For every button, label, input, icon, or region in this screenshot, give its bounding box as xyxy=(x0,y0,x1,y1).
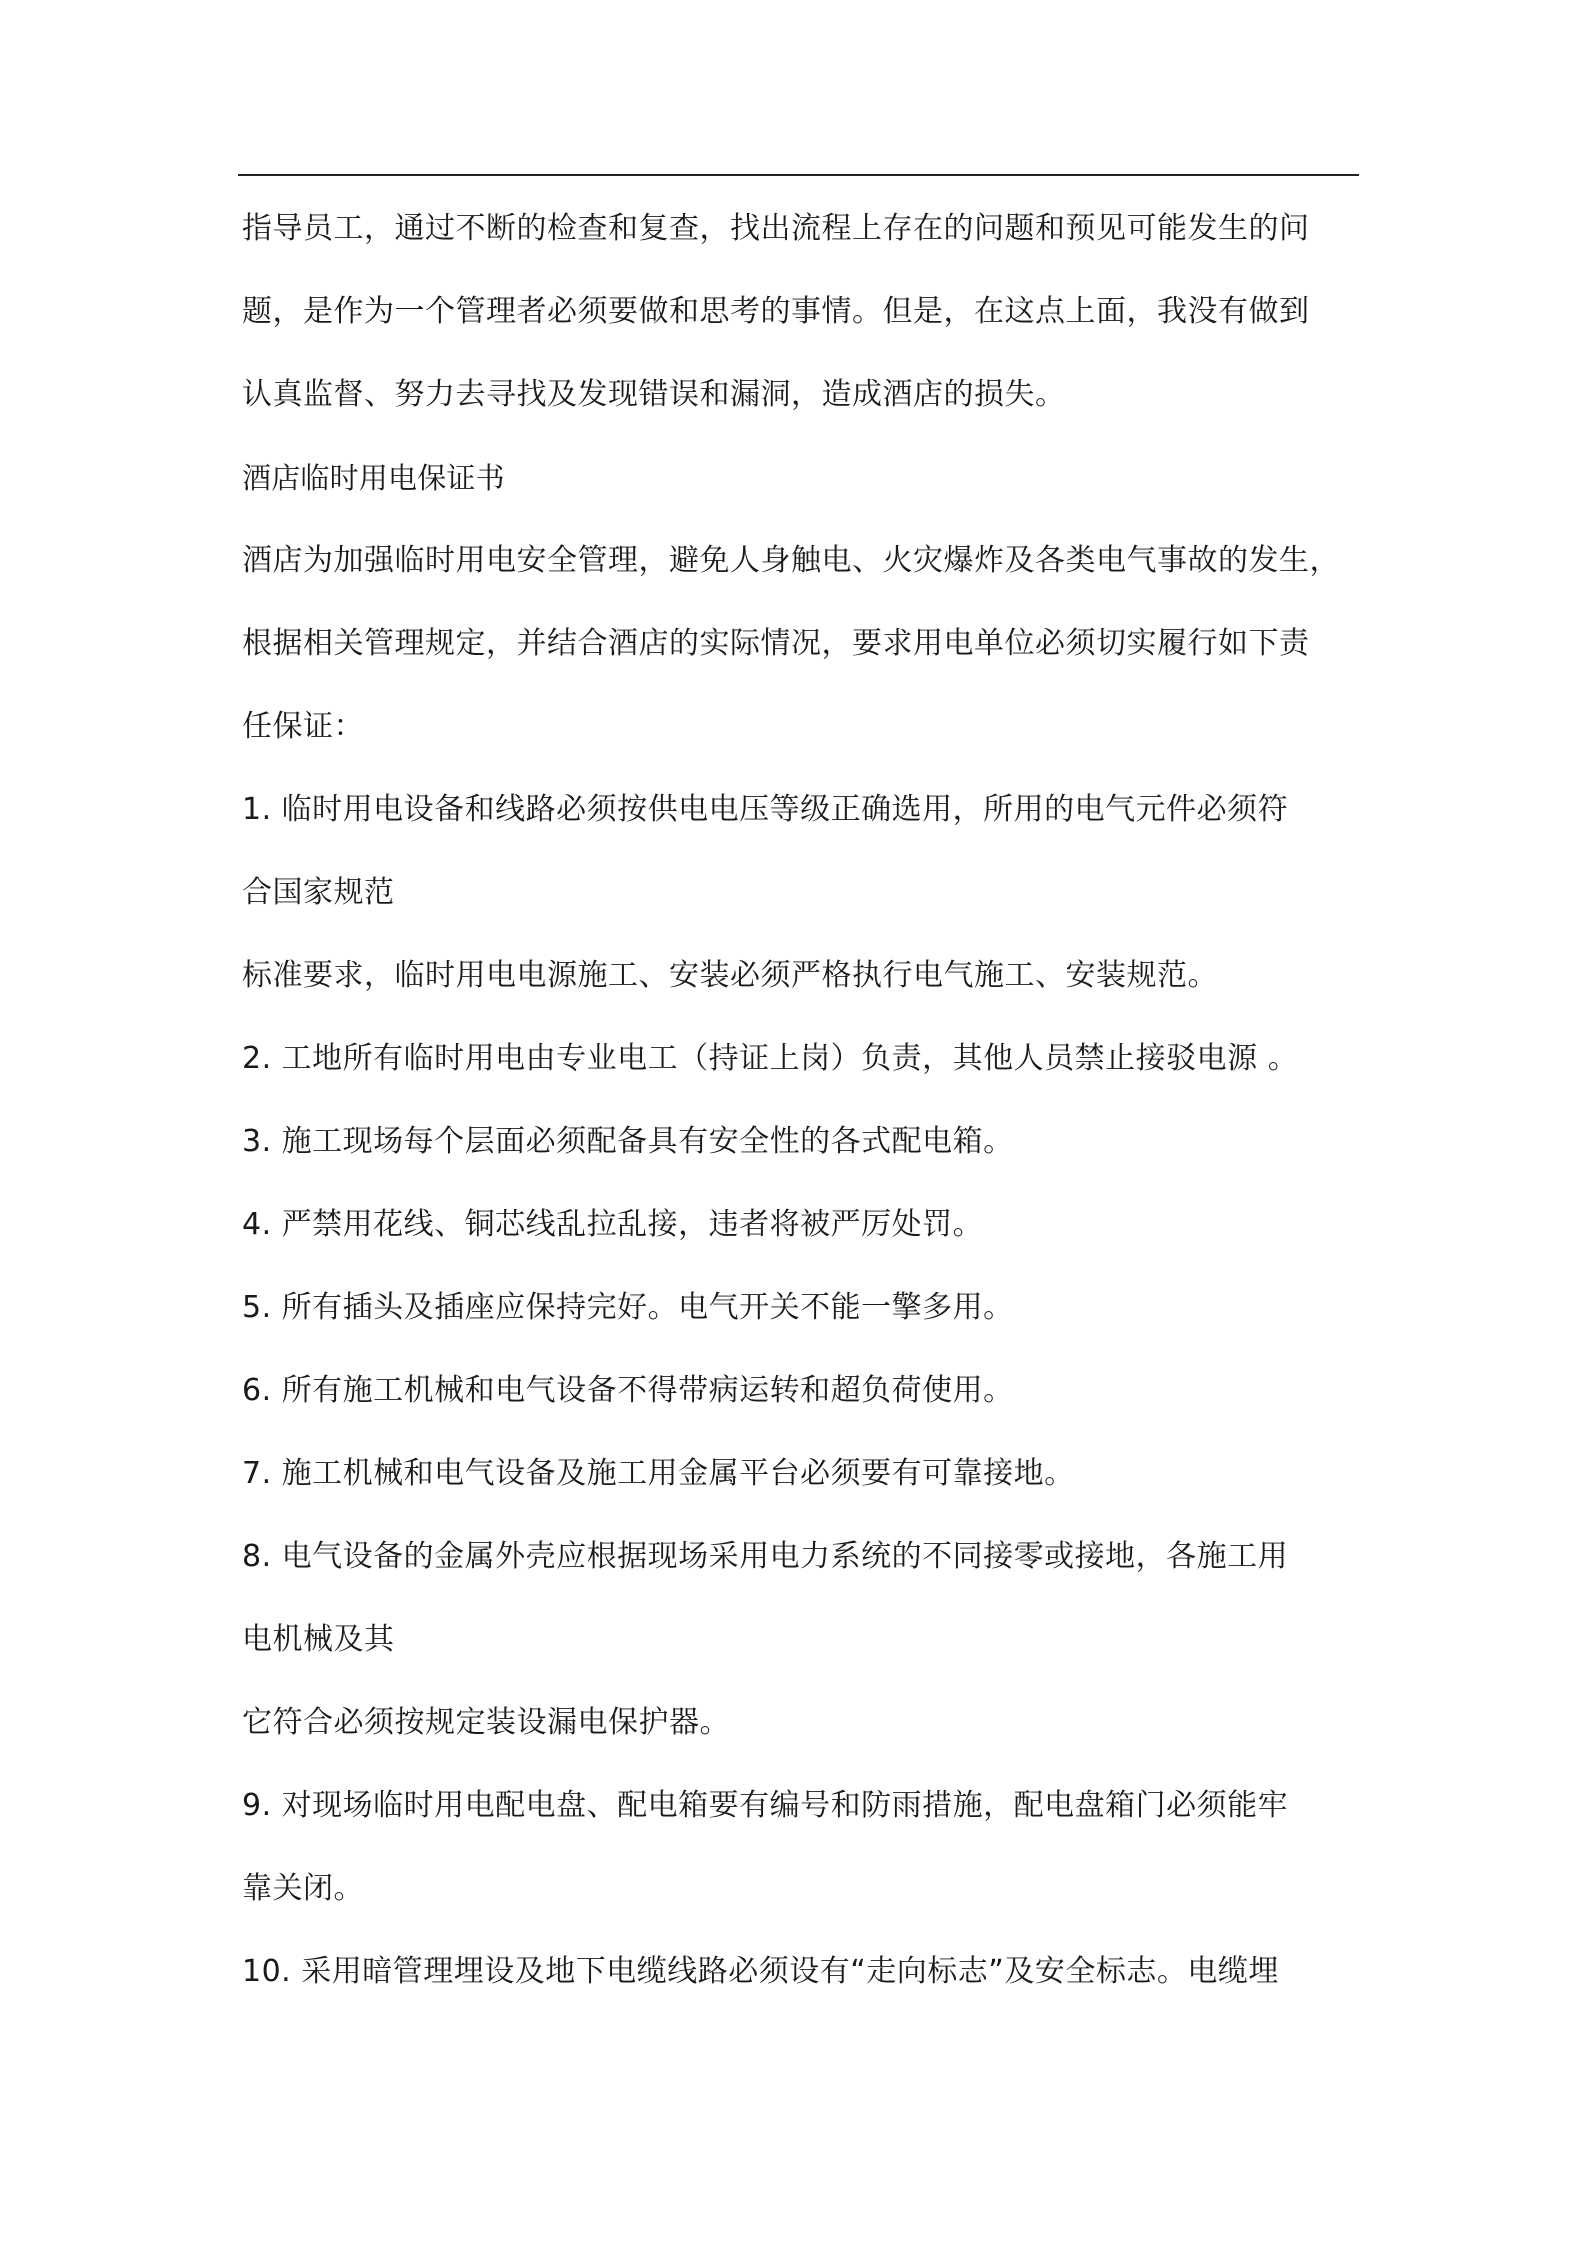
list-item-line: 2. 工地所有临时用电由专业电工（持证上岗）负责，其他人员禁止接驳电源 。 xyxy=(242,1041,1299,1076)
list-item-line: 6. 所有施工机械和电气设备不得带病运转和超负荷使用。 xyxy=(242,1373,1014,1408)
paragraph-line: 酒店为加强临时用电安全管理，避免人身触电、火灾爆炸及各类电气事故的发生， xyxy=(242,543,1340,578)
list-item-line: 合国家规范 xyxy=(242,875,395,910)
paragraph-line: 根据相关管理规定，并结合酒店的实际情况，要求用电单位必须切实履行如下责 xyxy=(242,626,1310,661)
list-item-line: 靠关闭。 xyxy=(242,1871,364,1906)
section-title: 酒店临时用电保证书 xyxy=(242,461,505,495)
list-item-line: 1. 临时用电设备和线路必须按供电电压等级正确选用，所用的电气元件必须符 xyxy=(242,792,1289,827)
list-item-line: 7. 施工机械和电气设备及施工用金属平台必须要有可靠接地。 xyxy=(242,1456,1075,1491)
list-item-line: 电机械及其 xyxy=(242,1622,395,1657)
list-item-line: 9. 对现场临时用电配电盘、配电箱要有编号和防雨措施，配电盘箱门必须能牢 xyxy=(242,1788,1289,1823)
header-rule xyxy=(238,174,1359,176)
paragraph-line: 指导员工，通过不断的检查和复查，找出流程上存在的问题和预见可能发生的问 xyxy=(242,211,1310,246)
paragraph-line: 认真监督、努力去寻找及发现错误和漏洞，造成酒店的损失。 xyxy=(242,377,1066,412)
list-item-line: 4. 严禁用花线、铜芯线乱拉乱接，违者将被严厉处罚。 xyxy=(242,1207,984,1242)
list-item-line: 10. 采用暗管理埋设及地下电缆线路必须设有“走向标志”及安全标志。电缆埋 xyxy=(242,1954,1279,1989)
paragraph-line: 题，是作为一个管理者必须要做和思考的事情。但是，在这点上面，我没有做到 xyxy=(242,294,1310,329)
list-item-line: 3. 施工现场每个层面必须配备具有安全性的各式配电箱。 xyxy=(242,1124,1014,1159)
list-item-line: 5. 所有插头及插座应保持完好。电气开关不能一擎多用。 xyxy=(242,1290,1014,1325)
list-item-line: 标准要求，临时用电电源施工、安装必须严格执行电气施工、安装规范。 xyxy=(242,958,1218,993)
list-item-line: 8. 电气设备的金属外壳应根据现场采用电力系统的不同接零或接地，各施工用 xyxy=(242,1539,1289,1574)
paragraph-line: 任保证： xyxy=(242,709,364,744)
list-item-line: 它符合必须按规定装设漏电保护器。 xyxy=(242,1705,730,1740)
